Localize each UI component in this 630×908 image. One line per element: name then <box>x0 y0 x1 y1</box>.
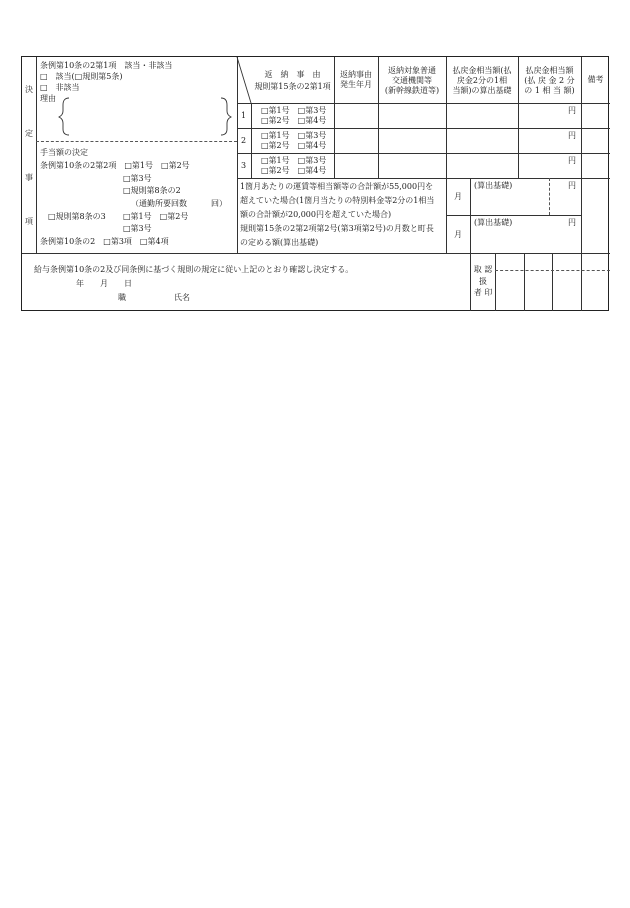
header-calc: 払戻金相当額(払 戻金2分の1相 当額)の算出基礎 <box>452 66 512 95</box>
option-not-applicable[interactable]: □ 非該当 <box>40 83 80 92</box>
row-2-opt-a[interactable]: □第1号 □第3号 <box>261 131 327 140</box>
option-applicable[interactable]: □ 該当(□規則第5条) <box>40 72 123 81</box>
note-month-1: 月 <box>454 192 462 201</box>
row-3-yen: 円 <box>568 156 576 165</box>
note-line-1: 1箇月あたりの運賃等相当額等の合計額が55,000円を <box>240 182 434 191</box>
amount-row-4: （通勤所要回数 回） <box>131 199 227 208</box>
stamp-col-3 <box>524 253 525 311</box>
note-mid-line <box>446 215 581 216</box>
row-1-opt-a[interactable]: □第1号 □第3号 <box>261 106 327 115</box>
header-reason-title: 返 納 事 由 <box>264 70 321 79</box>
stamp-col-2 <box>495 253 496 311</box>
footer-top-line <box>22 253 610 254</box>
note-dash-1 <box>549 178 550 215</box>
row-3-bottom <box>237 178 610 179</box>
footer-date: 年 月 日 <box>76 279 132 288</box>
note-calc-1: (算出基礎) <box>474 181 513 190</box>
amount-row-5a: □規則第8条の3 <box>48 212 106 221</box>
footer-statement: 給与条例第10条の2及び同条例に基づく規則の規定に従い上記のとおり確認し決定する。 <box>34 265 354 274</box>
amount-row-2: □第3号 <box>123 174 152 183</box>
row-2-yen: 円 <box>568 131 576 140</box>
amount-row-5b: □第1号 □第2号 <box>123 212 189 221</box>
note-calc-2: (算出基礎) <box>474 218 513 227</box>
side-label-4: 項 <box>25 217 33 226</box>
header-reason <box>251 70 334 92</box>
amount-row-1: 条例第10条の2第2項 □第1号 □第2号 <box>40 161 190 170</box>
stamp-col-5 <box>581 253 582 311</box>
header-reason-date: 返納事由 発生年月 <box>340 70 372 89</box>
note-line-4: 規則第15条の2第2項第2号(第3項第2号)の月数と町長 <box>240 224 434 233</box>
row-1-yen: 円 <box>568 106 576 115</box>
footer-position: 職 <box>118 293 126 302</box>
stamp-col-1 <box>470 253 471 311</box>
reason-label: 理由 <box>40 94 56 103</box>
stamp-col-4 <box>552 253 553 311</box>
header-target: 返納対象普通 交通機関等 (新幹線鉄道等) <box>384 66 440 95</box>
row-1-bottom <box>237 128 610 129</box>
amount-row-6: □第3号 <box>123 224 152 233</box>
footer-name: 氏名 <box>174 293 190 302</box>
side-label-1: 決 <box>25 85 33 94</box>
row-3-opt-b[interactable]: □第2号 □第4号 <box>261 166 327 175</box>
row-2-opt-b[interactable]: □第2号 □第4号 <box>261 141 327 150</box>
side-label-2: 定 <box>25 129 33 138</box>
row-1-opt-b[interactable]: □第2号 □第4号 <box>261 116 327 125</box>
note-line-2: 超えていた場合(1箇月当たりの特別料金等2分の1相当 <box>240 196 435 205</box>
row-3-no: 3 <box>241 161 247 170</box>
header-remarks: 備考 <box>587 75 604 84</box>
amount-row-3: □規則第8条の2 <box>123 186 181 195</box>
note-yen-2: 円 <box>568 218 576 227</box>
row-1-no: 1 <box>241 111 247 120</box>
note-month-2: 月 <box>454 230 462 239</box>
header-diagonal <box>237 57 251 103</box>
col-line-no <box>251 103 252 178</box>
amount-title: 手当額の決定 <box>40 148 88 157</box>
row-2-no: 2 <box>241 136 247 145</box>
note-yen-1: 円 <box>568 181 576 190</box>
section-divider <box>36 141 237 142</box>
row-2-bottom <box>237 153 610 154</box>
header-bottom-line <box>237 103 610 104</box>
row-3-opt-a[interactable]: □第1号 □第3号 <box>261 156 327 165</box>
handler-label: 取 認 扱 者 印 <box>473 265 493 298</box>
header-amount: 払戻金相当額 (払 戻 金 2 分 の 1 相 当 額) <box>524 66 575 95</box>
side-label-3: 事 <box>25 173 33 182</box>
note-line-5: の定める額(算出基礎) <box>240 238 319 247</box>
section1-title: 条例第10条の2第1項 該当・非該当 <box>40 61 173 70</box>
amount-row-7: 条例第10条の2 □第3項 □第4項 <box>40 237 169 246</box>
reason-brackets <box>62 97 232 137</box>
header-reason-sub: 規則第15条の2第1項 <box>254 82 331 91</box>
form-frame <box>21 56 609 311</box>
note-line-3: 額の合計額が20,000円を超えていた場合) <box>240 210 392 219</box>
col-line-amount <box>581 57 582 253</box>
stamp-dash-line <box>495 270 610 271</box>
side-label-divider <box>36 57 37 253</box>
